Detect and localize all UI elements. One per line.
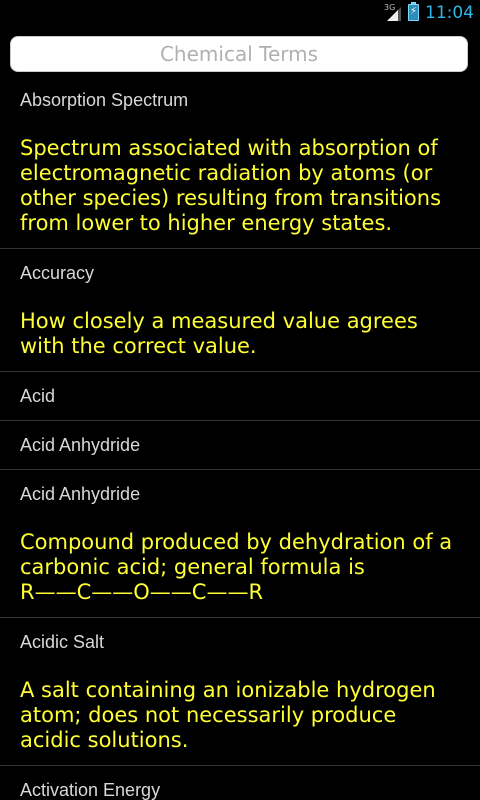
term-definition: Spectrum associated with absorption of electromagnetic radiation by atoms (or other species) resulting from transitions from lower to higher energy states. bbox=[20, 136, 442, 235]
term-name: Accuracy bbox=[20, 263, 95, 283]
term-name: Activation Energy bbox=[20, 780, 161, 800]
battery-charging-icon: ⚡ bbox=[408, 4, 419, 21]
list-item[interactable] bbox=[0, 766, 480, 800]
term-definition: How closely a measured value agrees with the correct value. bbox=[20, 309, 418, 358]
search-box[interactable] bbox=[10, 36, 468, 72]
term-name: Acidic Salt bbox=[20, 632, 105, 652]
list-item[interactable] bbox=[0, 249, 480, 372]
search-input[interactable] bbox=[11, 36, 467, 72]
status-clock: 11:04 bbox=[425, 2, 474, 23]
term-name: Acid Anhydride bbox=[20, 435, 141, 455]
term-list[interactable] bbox=[0, 76, 480, 800]
term-definition: Compound produced by dehydration of a carbonic acid; general formula is R——C——O——C——R bbox=[20, 530, 453, 604]
list-item[interactable] bbox=[0, 618, 480, 766]
status-bar bbox=[0, 0, 480, 25]
signal-icon bbox=[384, 4, 402, 22]
list-item[interactable] bbox=[0, 421, 480, 470]
list-item[interactable] bbox=[0, 470, 480, 618]
status-icons bbox=[384, 2, 474, 23]
term-definition: A salt containing an ionizable hydrogen atom; does not necessarily produce acidic solutions. bbox=[20, 678, 436, 752]
list-item[interactable] bbox=[0, 372, 480, 421]
network-type: 3G bbox=[384, 2, 396, 12]
term-name: Acid Anhydride bbox=[20, 484, 141, 504]
list-item[interactable] bbox=[0, 76, 480, 249]
term-name: Acid bbox=[20, 386, 56, 406]
term-name: Absorption Spectrum bbox=[20, 90, 189, 110]
